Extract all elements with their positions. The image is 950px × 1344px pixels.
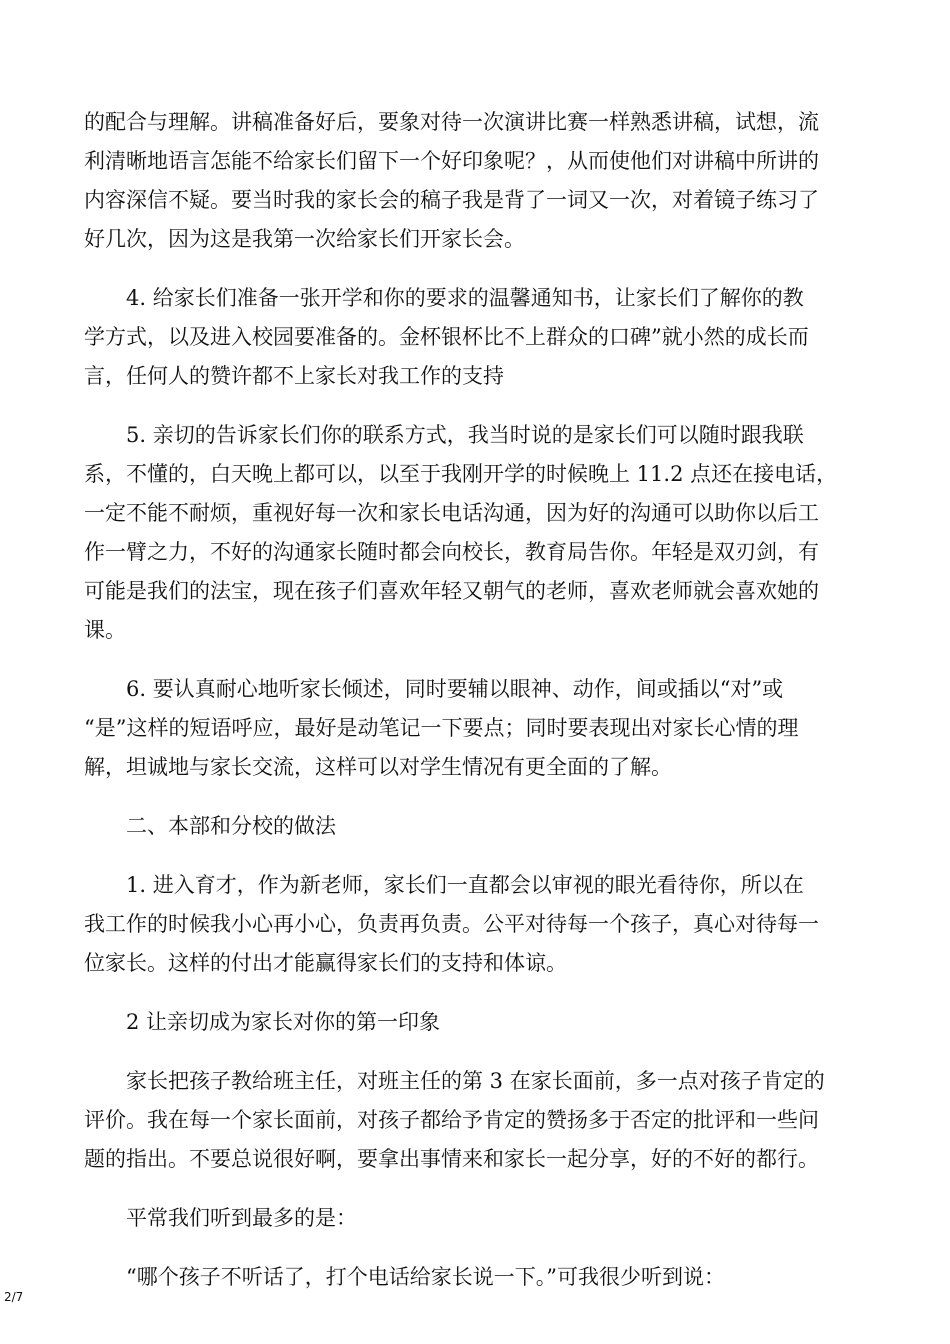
paragraph-line: 言，任何人的赞许都不上家长对我工作的支持 [84,364,504,388]
paragraph-line: 作一臂之力，不好的沟通家长随时都会向校长，教育局告你。年轻是双刃剑，有 [84,540,819,564]
paragraph-line: 二、本部和分校的做法 [126,814,336,838]
paragraph [84,807,870,846]
paragraph [84,670,870,787]
paragraph-line: 2 让亲切成为家长对你的第一印象 [126,1010,441,1034]
paragraph-line: 的配合与理解。讲稿准备好后，要象对待一次演讲比赛一样熟悉讲稿，试想，流 [84,110,819,134]
paragraph-line: 内容深信不疑。要当时我的家长会的稿子我是背了一词又一次，对着镜子练习了 [84,188,819,212]
paragraph-line: 课。 [84,618,126,642]
paragraph [84,103,870,259]
paragraph-line: 4. 给家长们准备一张开学和你的要求的温馨通知书，让家长们了解你的教 [126,286,804,310]
paragraph-line: 系，不懂的，白天晚上都可以，以至于我刚开学的时候晚上 11.2 点还在接电话， [84,462,838,486]
paragraph-line: 位家长。这样的付出才能赢得家长们的支持和体谅。 [84,951,567,975]
paragraph-line: 可能是我们的法宝，现在孩子们喜欢年轻又朝气的老师，喜欢老师就会喜欢她的 [84,579,819,603]
paragraph-line: 平常我们听到最多的是： [126,1206,357,1230]
paragraph-line: “哪个孩子不听话了，打个电话给家长说一下。”可我很少听到说： [126,1265,725,1289]
document-body [84,103,870,1317]
paragraph [84,1258,870,1297]
paragraph-line: 5. 亲切的告诉家长们你的联系方式，我当时说的是家长们可以随时跟我联 [126,423,804,447]
paragraph-line: 好几次，因为这是我第一次给家长们开家长会。 [84,227,525,251]
paragraph [84,416,870,650]
paragraph-line: 利清晰地语言怎能不给家长们留下一个好印象呢？，从而使他们对讲稿中所讲的 [84,149,819,173]
paragraph-line: 6. 要认真耐心地听家长倾述，同时要辅以眼神、动作，间或插以“对”或 [126,677,784,701]
paragraph-line: 解，坦诚地与家长交流，这样可以对学生情况有更全面的了解。 [84,755,672,779]
page-number: 2/7 [4,1290,24,1304]
paragraph-line: 我工作的时候我小心再小心，负责再负责。公平对待每一个孩子，真心对待每一 [84,912,819,936]
paragraph [84,1199,870,1238]
paragraph-line: 家长把孩子教给班主任，对班主任的第 3 在家长面前，多一点对孩子肯定的 [126,1069,825,1093]
paragraph-line: “是”这样的短语呼应，最好是动笔记一下要点；同时要表现出对家长心情的理 [84,716,799,740]
paragraph [84,1003,870,1042]
paragraph [84,1062,870,1179]
paragraph-line: 题的指出。不要总说很好啊，要拿出事情来和家长一起分享，好的不好的都行。 [84,1147,819,1171]
paragraph-line: 学方式，以及进入校园要准备的。金杯银杯比不上群众的口碑”就小然的成长而 [84,325,809,349]
paragraph-line: 一定不能不耐烦，重视好每一次和家长电话沟通，因为好的沟通可以助你以后工 [84,501,819,525]
paragraph [84,866,870,983]
paragraph [84,279,870,396]
paragraph-line: 评价。我在每一个家长面前，对孩子都给予肯定的赞扬多于否定的批评和一些问 [84,1108,819,1132]
paragraph-line: 1. 进入育才，作为新老师，家长们一直都会以审视的眼光看待你，所以在 [126,873,804,897]
